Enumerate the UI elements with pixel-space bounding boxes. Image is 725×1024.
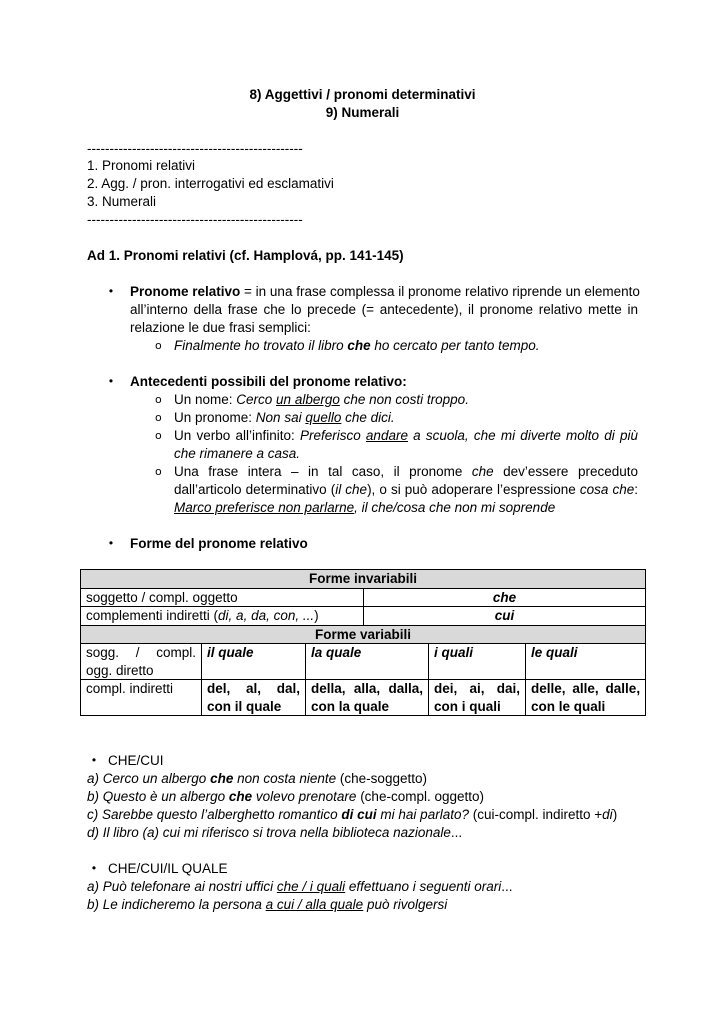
table-cell: che [364,588,646,607]
doc-title-line1: 8) Aggettivi / pronomi determinativi [249,87,476,102]
bullet-icon: • [108,284,114,298]
table-cell: sogg. / compl. ogg. diretto [81,644,202,680]
forme-variabili-header: Forme variabili [81,625,646,644]
def-line-3: relazione le due frasi semplici: [130,320,311,335]
forme-table [80,569,646,716]
toc-item-1: 1. Pronomi relativi [87,158,196,173]
circle-bullet-icon: o [155,465,162,478]
table-cell: della, alla, dalla, con la quale [306,680,429,716]
circle-bullet-icon: o [155,411,162,424]
table-cell: la quale [306,644,429,680]
checui-example-b: b) Questo è un albergo che volevo prenotare (che-compl. oggetto) [87,789,484,804]
circle-bullet-icon: o [155,429,162,442]
table-cell: il quale [202,644,306,680]
section1-heading: Ad 1. Pronomi relativi (cf. Hamplová, pp. 141-145) [87,248,404,263]
table-cell: le quali [526,644,646,680]
table-cell: complementi indiretti (di, a, da, con, ...) [81,607,364,626]
checui-example-c: c) Sarebbe questo l’alberghetto romantico di cui mi hai parlato? (cui-compl. indiretto +di) [87,807,618,822]
antecedente-nome: Un nome: Cerco un albergo che non costi troppo. [174,392,469,407]
checuiilquale-heading: CHE/CUI/IL QUALE [108,861,228,876]
antecedente-frase-line3: Marco preferisce non parlarne, il che/cosa che non mi soprende [174,500,556,515]
forme-heading: Forme del pronome relativo [130,536,308,551]
bullet-icon: • [91,861,97,875]
checuiilquale-example-b: b) Le indicheremo la persona a cui / alla quale può rivolgersi [87,897,448,912]
toc-divider-bottom: ------------------------------------------------ [87,212,303,227]
antecedente-verbo-line1: Un verbo all’infinito: Preferisco andare a scuola, che mi diverte molto di più [174,428,638,443]
table-cell: dei, ai, dai, con i quali [429,680,526,716]
antecedente-frase-line2: dall’articolo determinativo (il che), o si può adoperare l’espressione cosa che: [174,482,638,497]
table-cell: i quali [429,644,526,680]
antecedente-verbo-line2: che rimanere a casa. [174,446,301,461]
toc-item-3: 3. Numerali [87,194,157,209]
toc-divider-top: ------------------------------------------------ [87,141,303,156]
antecedente-pronome: Un pronome: Non sai quello che dici. [174,410,395,425]
bullet-icon: • [108,536,114,550]
def-line-2: all’interno della frase che lo precede (= antecedente), il pronome relativo mette in [130,302,638,317]
bullet-icon: • [91,753,97,767]
checui-example-a: a) Cerco un albergo che non costa niente (che-soggetto) [87,771,427,786]
table-cell: compl. indiretti [81,680,202,716]
table-cell: soggetto / compl. oggetto [81,588,364,607]
def-line-1: Pronome relativo = in una frase complessa il pronome relativo riprende un elemento [130,284,640,299]
bullet-icon: • [108,374,114,388]
doc-title-line2: 9) Numerali [325,105,400,120]
checuiilquale-example-a: a) Può telefonare ai nostri uffici che / i quali effettuano i seguenti orari... [87,879,513,894]
antecedenti-heading: Antecedenti possibili del pronome relativo: [130,374,407,389]
circle-bullet-icon: o [155,339,162,352]
toc-item-2: 2. Agg. / pron. interrogativi ed esclamativi [87,176,334,191]
def-example: Finalmente ho trovato il libro che ho cercato per tanto tempo. [174,338,540,353]
table-cell: delle, alle, dalle, con le quali [526,680,646,716]
checui-example-d: d) Il libro (a) cui mi riferisco si trova nella biblioteca nazionale... [87,825,463,840]
checui-heading: CHE/CUI [108,753,164,768]
circle-bullet-icon: o [155,393,162,406]
forme-invariabili-header: Forme invariabili [81,570,646,589]
table-cell: cui [364,607,646,626]
table-cell: del, al, dal, con il quale [202,680,306,716]
antecedente-frase-line1: Una frase intera – in tal caso, il pronome che dev’essere preceduto [174,464,638,479]
